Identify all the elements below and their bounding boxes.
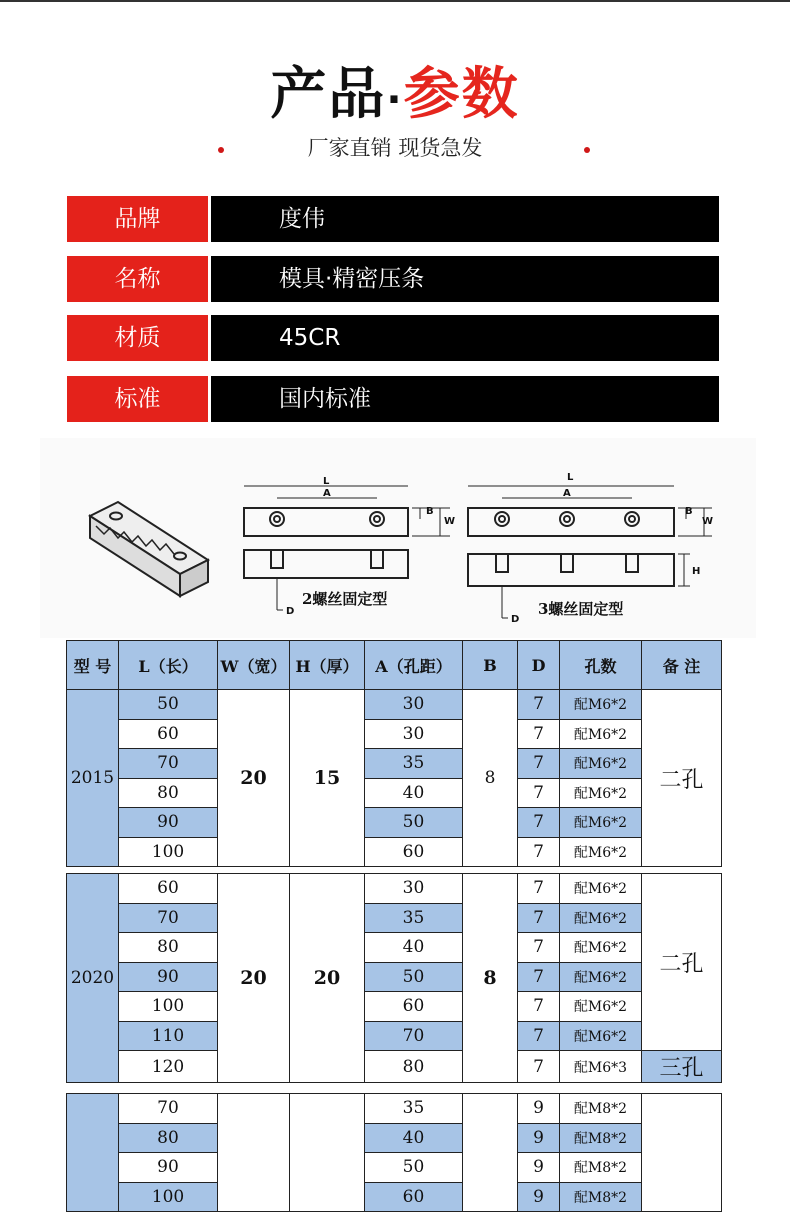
- cell-height: [290, 1094, 365, 1212]
- model-cell: 2015: [67, 690, 119, 867]
- cell-hole-spacing: 50: [365, 1153, 463, 1183]
- table-row: [67, 1182, 722, 1212]
- cell-hole-spacing: 30: [365, 874, 463, 904]
- cell-d: 7: [518, 749, 560, 779]
- dim-label-H3: H: [692, 566, 701, 577]
- col-header-length: L（长）: [119, 641, 218, 690]
- spec-key: 名称: [67, 256, 208, 302]
- dim-label-A3: A: [563, 488, 571, 499]
- cell-hole-spacing: 30: [365, 690, 463, 720]
- cell-height: 15: [290, 690, 365, 867]
- spec-value: 国内标准: [211, 376, 719, 422]
- cell-width: 20: [218, 690, 290, 867]
- cell-length: 100: [119, 837, 218, 867]
- cell-remark: 三孔: [642, 1051, 722, 1083]
- col-header-holes: 孔数: [560, 641, 642, 690]
- cell-b: 8: [463, 874, 518, 1083]
- cell-d: 7: [518, 808, 560, 838]
- cell-d: 7: [518, 874, 560, 904]
- cell-d: 7: [518, 690, 560, 720]
- spec-value: 模具·精密压条: [211, 256, 719, 302]
- cell-hole-spacing: 50: [365, 808, 463, 838]
- table-header-row: [67, 641, 722, 690]
- cell-remark: 二孔: [642, 874, 722, 1051]
- cell-length: 100: [119, 992, 218, 1022]
- table-row: [67, 749, 722, 779]
- cell-d: 9: [518, 1094, 560, 1124]
- cell-holes: 配M6*2: [560, 992, 642, 1022]
- cell-holes: 配M6*2: [560, 749, 642, 779]
- cell-hole-spacing: 60: [365, 1182, 463, 1212]
- cell-holes: 配M8*2: [560, 1153, 642, 1183]
- cell-b: 8: [463, 690, 518, 867]
- cell-hole-spacing: 35: [365, 749, 463, 779]
- parameter-table: [66, 640, 722, 1212]
- top-rule: [0, 0, 790, 2]
- cell-length: 60: [119, 719, 218, 749]
- cell-b: [463, 1094, 518, 1212]
- cell-length: 90: [119, 1153, 218, 1183]
- cell-hole-spacing: 35: [365, 903, 463, 933]
- bar-3d-illustration: [90, 502, 208, 596]
- cell-hole-spacing: 40: [365, 933, 463, 963]
- cell-length: 80: [119, 778, 218, 808]
- title-part1: 产品: [270, 62, 387, 127]
- title-part2: 参数: [403, 62, 520, 127]
- caption-3-screw: 3螺丝固定型: [538, 600, 624, 618]
- dim-label-B3: B: [685, 506, 693, 517]
- cell-length: 80: [119, 933, 218, 963]
- cell-width: 20: [218, 874, 290, 1083]
- cell-hole-spacing: 80: [365, 1051, 463, 1083]
- spec-row-name: [67, 256, 719, 302]
- cell-holes: 配M6*2: [560, 1021, 642, 1051]
- spec-key: 标准: [67, 376, 208, 422]
- cell-d: 7: [518, 778, 560, 808]
- table-row: [67, 992, 722, 1022]
- cell-holes: 配M6*2: [560, 962, 642, 992]
- cell-length: 90: [119, 962, 218, 992]
- cell-holes: 配M8*2: [560, 1094, 642, 1124]
- dim-label-D: D: [286, 606, 295, 617]
- table-row: [67, 1123, 722, 1153]
- cell-remark: 二孔: [642, 690, 722, 867]
- cell-d: 9: [518, 1123, 560, 1153]
- spec-key: 品牌: [67, 196, 208, 242]
- dim-label-A: A: [323, 488, 331, 499]
- cell-length: 120: [119, 1051, 218, 1083]
- cell-d: 7: [518, 933, 560, 963]
- cell-hole-spacing: 50: [365, 962, 463, 992]
- table-row: [67, 808, 722, 838]
- cell-d: 7: [518, 962, 560, 992]
- cell-length: 90: [119, 808, 218, 838]
- spec-row-brand: [67, 196, 719, 242]
- cell-length: 70: [119, 903, 218, 933]
- dim-label-L3: L: [567, 472, 574, 483]
- cell-d: 9: [518, 1182, 560, 1212]
- dim-label-W: W: [444, 516, 456, 527]
- cell-length: 80: [119, 1123, 218, 1153]
- subtitle: 厂家直销 现货急发: [307, 136, 483, 160]
- col-header-b: B: [463, 641, 518, 690]
- spec-row-material: [67, 315, 719, 361]
- table-row: [67, 874, 722, 904]
- dim-label-W3: W: [702, 516, 714, 527]
- group-gap: [67, 1083, 722, 1094]
- cell-holes: 配M8*2: [560, 1182, 642, 1212]
- table-row: [67, 1021, 722, 1051]
- cell-holes: 配M6*2: [560, 808, 642, 838]
- cell-width: [218, 1094, 290, 1212]
- cell-holes: 配M6*2: [560, 778, 642, 808]
- cell-remark: [642, 1094, 722, 1212]
- col-header-width: W（宽）: [218, 641, 290, 690]
- dim-label-L: L: [323, 476, 330, 487]
- right-dot: [584, 147, 590, 153]
- cell-hole-spacing: 35: [365, 1094, 463, 1124]
- cell-d: 7: [518, 1051, 560, 1083]
- cell-hole-spacing: 30: [365, 719, 463, 749]
- cell-d: 7: [518, 1021, 560, 1051]
- table-row: [67, 962, 722, 992]
- cell-holes: 配M6*2: [560, 933, 642, 963]
- table-row: [67, 719, 722, 749]
- page-title: [0, 50, 790, 130]
- cell-hole-spacing: 70: [365, 1021, 463, 1051]
- cell-length: 50: [119, 690, 218, 720]
- cell-hole-spacing: 60: [365, 837, 463, 867]
- cell-d: 7: [518, 903, 560, 933]
- spec-value: 度伟: [211, 196, 719, 242]
- title-separator: ·: [386, 77, 404, 123]
- cell-length: 60: [119, 874, 218, 904]
- model-cell: 2020: [67, 874, 119, 1083]
- cell-holes: 配M6*2: [560, 690, 642, 720]
- col-header-model: 型 号: [67, 641, 119, 690]
- cell-holes: 配M6*2: [560, 719, 642, 749]
- table-row: [67, 1051, 722, 1083]
- cell-length: 100: [119, 1182, 218, 1212]
- cell-length: 70: [119, 749, 218, 779]
- cell-holes: 配M6*3: [560, 1051, 642, 1083]
- cell-hole-spacing: 40: [365, 1123, 463, 1153]
- group-gap: [67, 867, 722, 874]
- cell-holes: 配M6*2: [560, 903, 642, 933]
- drawing-svg: [40, 438, 756, 638]
- cell-length: 70: [119, 1094, 218, 1124]
- col-header-remarks: 备 注: [642, 641, 722, 690]
- table-row: [67, 1094, 722, 1124]
- table-row: [67, 1153, 722, 1183]
- cell-holes: 配M6*2: [560, 837, 642, 867]
- table-row: [67, 837, 722, 867]
- cell-d: 7: [518, 992, 560, 1022]
- cell-d: 7: [518, 719, 560, 749]
- col-header-height: H（厚）: [290, 641, 365, 690]
- cell-length: 110: [119, 1021, 218, 1051]
- dim-label-B: B: [426, 506, 434, 517]
- cell-d: 7: [518, 837, 560, 867]
- cell-holes: 配M6*2: [560, 874, 642, 904]
- caption-2-screw: 2螺丝固定型: [302, 590, 388, 608]
- spec-key: 材质: [67, 315, 208, 361]
- technical-drawing: [40, 438, 756, 638]
- table-row: [67, 690, 722, 720]
- table-row: [67, 903, 722, 933]
- table-row: [67, 778, 722, 808]
- spec-value: 45CR: [211, 315, 719, 361]
- dim-label-D3: D: [511, 614, 520, 625]
- table-row: [67, 933, 722, 963]
- model-cell: [67, 1094, 119, 1212]
- cell-d: 9: [518, 1153, 560, 1183]
- col-header-d: D: [518, 641, 560, 690]
- cell-holes: 配M8*2: [560, 1123, 642, 1153]
- col-header-hole-spacing: A（孔距）: [365, 641, 463, 690]
- cell-height: 20: [290, 874, 365, 1083]
- cell-hole-spacing: 60: [365, 992, 463, 1022]
- spec-row-standard: [67, 376, 719, 422]
- cell-hole-spacing: 40: [365, 778, 463, 808]
